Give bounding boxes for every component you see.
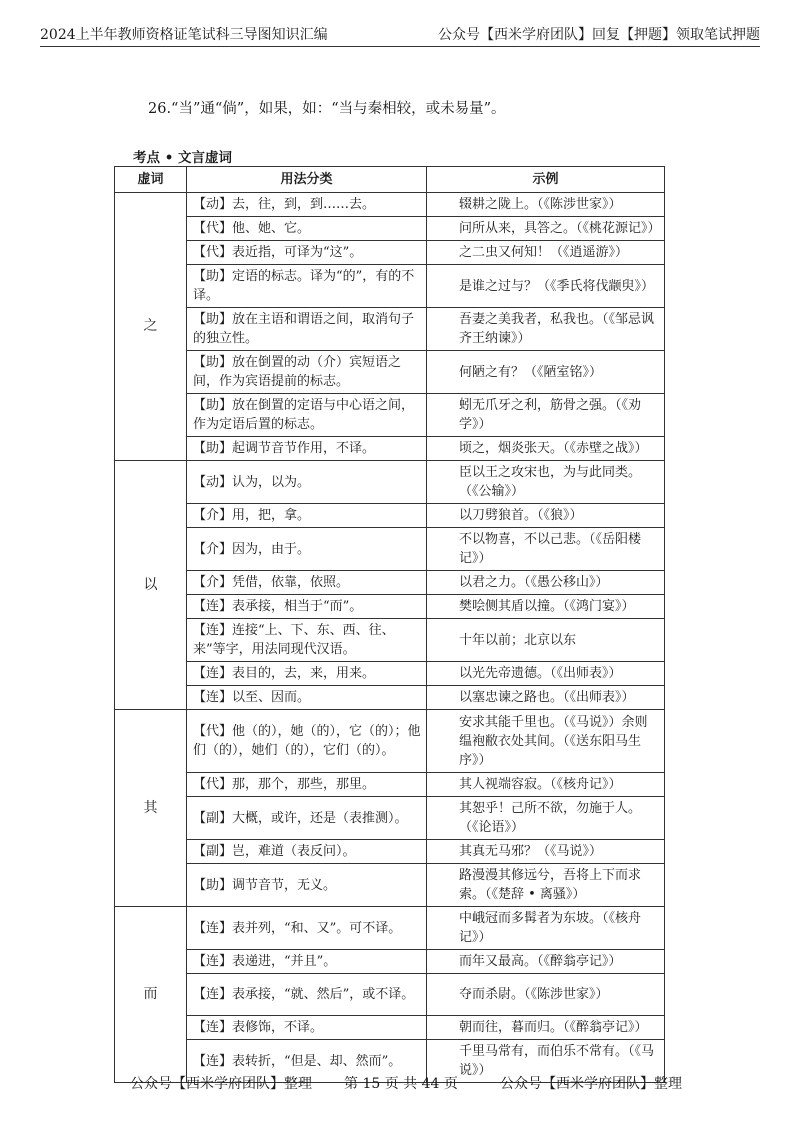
usage-cell: 【连】连接“上、下、东、西、往、来”等字，用法同现代汉语。	[187, 619, 427, 662]
example-cell: 是谁之过与？（《季氏将伐颛臾》）	[427, 265, 665, 308]
example-cell: 其人视端容寂。（《核舟记》）	[427, 773, 665, 797]
usage-cell: 【连】以至、因而。	[187, 686, 427, 710]
table-row	[115, 595, 665, 619]
example-cell: 以刀劈狼首。（《狼》）	[427, 504, 665, 528]
example-cell: 问所从来，具答之。（《桃花源记》）	[427, 217, 665, 241]
example-cell: 蚓无爪牙之利，筋骨之强。（《劝学》）	[427, 394, 665, 437]
table-row	[115, 662, 665, 686]
table-row	[115, 437, 665, 461]
table-row	[115, 528, 665, 571]
item-26: 26.“当”通“倘”，如果，如：“当与秦相较，或未易量”。	[148, 101, 506, 117]
table-row	[115, 217, 665, 241]
header-title: 2024上半年教师资格证笔试科三导图知识汇编	[40, 27, 328, 43]
usage-cell: 【连】表承接，“就、然后”，或不译。	[187, 974, 427, 1016]
example-cell: 十年以前；北京以东	[427, 619, 665, 662]
page-header	[40, 18, 760, 47]
example-cell: 其真无马邪？（《马说》）	[427, 840, 665, 864]
table-row	[115, 461, 665, 504]
usage-cell: 【助】起调节音节作用，不译。	[187, 437, 427, 461]
table-row	[115, 394, 665, 437]
table-row	[115, 504, 665, 528]
usage-cell: 【代】表近指，可译为“这”。	[187, 241, 427, 265]
example-cell: 以君之力。（《愚公移山》）	[427, 571, 665, 595]
example-cell: 千里马常有，而伯乐不常有。（《马说》）	[427, 1040, 665, 1083]
footer-right: 公众号【西米学府团队】整理	[500, 1076, 682, 1092]
table-row	[115, 241, 665, 265]
table-row	[115, 1016, 665, 1040]
table-row	[115, 974, 665, 1016]
usage-cell: 【代】那，那个，那些，那里。	[187, 773, 427, 797]
table-row	[115, 351, 665, 394]
usage-cell: 【助】放在主语和谓语之间，取消句子的独立性。	[187, 308, 427, 351]
word-cell: 之	[115, 193, 187, 461]
example-cell: 臣以王之攻宋也，为与此同类。（《公输》）	[427, 461, 665, 504]
footer-left: 公众号【西米学府团队】整理	[130, 1076, 312, 1092]
header-promo: 公众号【西米学府团队】回复【押题】领取笔试押题	[438, 27, 760, 43]
example-cell: 辍耕之陇上。（《陈涉世家》）	[427, 193, 665, 217]
usage-cell: 【代】他（的），她（的），它（的）；他们（的），她们（的），它们（的）。	[187, 710, 427, 773]
header-example: 示例	[427, 167, 665, 193]
usage-cell: 【副】岂，难道（表反问）。	[187, 840, 427, 864]
example-cell: 之二虫又何知！（《逍遥游》）	[427, 241, 665, 265]
word-cell: 以	[115, 461, 187, 710]
table-row	[115, 193, 665, 217]
usage-cell: 【介】用，把，拿。	[187, 504, 427, 528]
table-row	[115, 773, 665, 797]
table-row	[115, 864, 665, 907]
example-cell: 何陋之有？（《陋室铭》）	[427, 351, 665, 394]
usage-cell: 【连】表承接，相当于“而”。	[187, 595, 427, 619]
page-number: 第 15 页 共 44 页	[344, 1076, 458, 1092]
table-row	[115, 686, 665, 710]
example-cell: 朝而往，暮而归。（《醉翁亭记》）	[427, 1016, 665, 1040]
example-cell: 中峨冠而多髯者为东坡。（《核舟记》）	[427, 907, 665, 950]
word-cell: 而	[115, 907, 187, 1083]
example-cell: 吾妻之美我者，私我也。（《邹忌讽齐王纳谏》）	[427, 308, 665, 351]
example-cell: 其恕乎！己所不欲，勿施于人。（《论语》）	[427, 797, 665, 840]
usage-cell: 【助】放在倒置的动（介）宾短语之间，作为宾语提前的标志。	[187, 351, 427, 394]
usage-cell: 【动】认为，以为。	[187, 461, 427, 504]
table-row	[115, 619, 665, 662]
table-row	[115, 710, 665, 773]
function-words-table	[114, 166, 665, 1083]
example-cell: 樊哙侧其盾以撞。（《鸿门宴》）	[427, 595, 665, 619]
table-row	[115, 907, 665, 950]
example-cell: 以光先帝遗德。（《出师表》）	[427, 662, 665, 686]
table-row	[115, 950, 665, 974]
example-cell: 路漫漫其修远兮，吾将上下而求索。（《楚辞 • 离骚》）	[427, 864, 665, 907]
example-cell: 安求其能千里也。（《马说》）余则缊袍敝衣处其间。（《送东阳马生序》）	[427, 710, 665, 773]
usage-cell: 【连】表递进，“并且”。	[187, 950, 427, 974]
section-title: 考点 • 文言虚词	[133, 150, 233, 166]
usage-cell: 【连】表修饰，不译。	[187, 1016, 427, 1040]
usage-cell: 【连】表并列，“和、又”。可不译。	[187, 907, 427, 950]
example-cell: 顷之，烟炎张天。（《赤壁之战》）	[427, 437, 665, 461]
table-row	[115, 308, 665, 351]
usage-cell: 【介】凭借，依靠，依照。	[187, 571, 427, 595]
table-header-row	[115, 167, 665, 193]
usage-cell: 【助】定语的标志。译为“的”，有的不译。	[187, 265, 427, 308]
table-row	[115, 797, 665, 840]
usage-cell: 【连】表转折，“但是、却、然而”。	[187, 1040, 427, 1083]
usage-cell: 【副】大概，或许，还是（表推测）。	[187, 797, 427, 840]
example-cell: 不以物喜，不以己悲。（《岳阳楼记》）	[427, 528, 665, 571]
usage-cell: 【助】调节音节，无义。	[187, 864, 427, 907]
header-word: 虚词	[115, 167, 187, 193]
table-row	[115, 265, 665, 308]
word-cell: 其	[115, 710, 187, 907]
example-cell: 而年又最高。（《醉翁亭记》）	[427, 950, 665, 974]
header-usage: 用法分类	[187, 167, 427, 193]
table-row	[115, 571, 665, 595]
usage-cell: 【连】表目的，去，来，用来。	[187, 662, 427, 686]
example-cell: 以塞忠谏之路也。（《出师表》）	[427, 686, 665, 710]
usage-cell: 【介】因为，由于。	[187, 528, 427, 571]
example-cell: 夺而杀尉。（《陈涉世家》）	[427, 974, 665, 1016]
usage-cell: 【动】去，往，到，到……去。	[187, 193, 427, 217]
usage-cell: 【代】他、她、它。	[187, 217, 427, 241]
usage-cell: 【助】放在倒置的定语与中心语之间，作为定语后置的标志。	[187, 394, 427, 437]
table-row	[115, 840, 665, 864]
